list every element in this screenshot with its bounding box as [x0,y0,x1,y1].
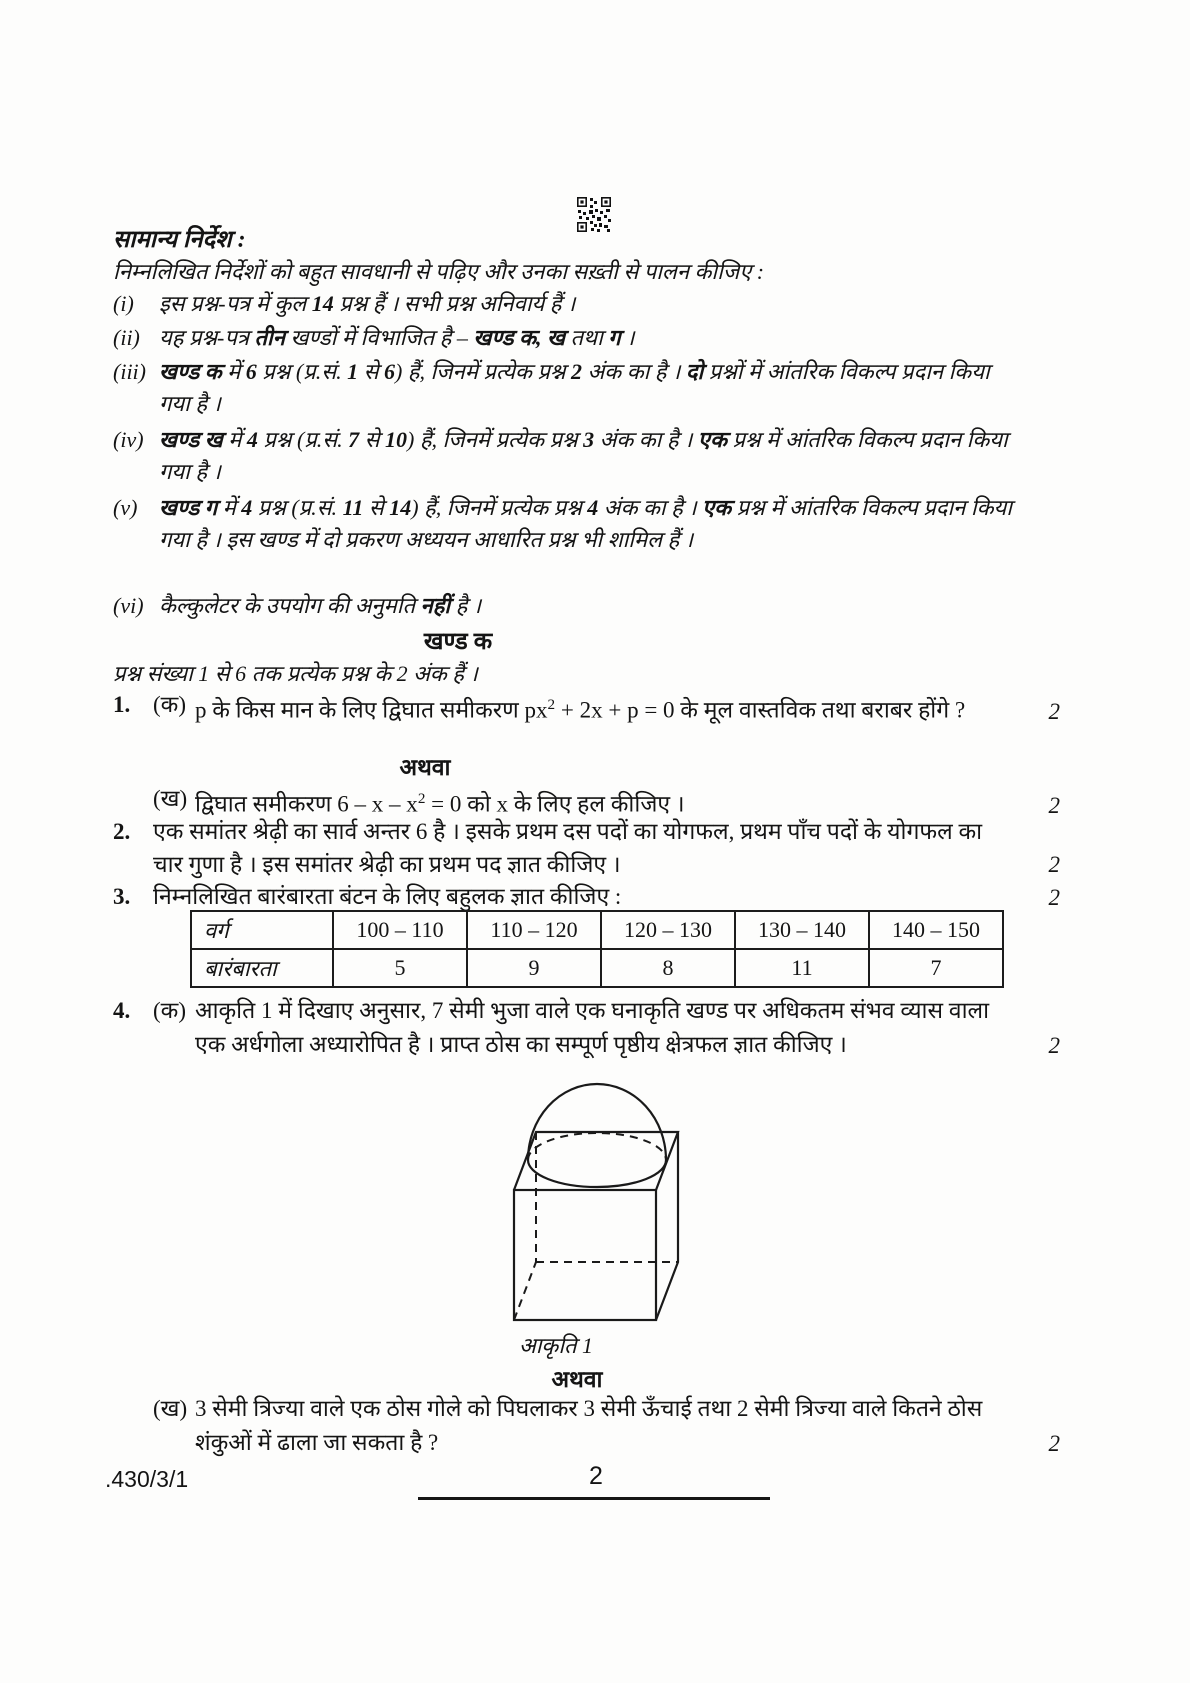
question-number-spacer [113,1392,153,1460]
table-cell-interval: 120 – 130 [601,911,735,949]
instruction-number: (i) [113,291,134,316]
table-cell-frequency-label: बारंबारता [191,949,333,987]
page-number: 2 [589,1462,603,1490]
table-cell-frequency: 5 [333,949,467,987]
question-1a [113,688,1062,728]
question-number: 1. [113,692,131,717]
section-a-note: प्रश्न संख्या 1 से 6 तक प्रत्येक प्रश्न के 2 अंक हैं । [113,661,478,686]
instruction-text: यह प्रश्न-पत्र तीन खण्डों में विभाजित है – खण्ड क, ख तथा ग । [159,325,635,350]
paper-code: .430/3/1 [105,1466,189,1492]
table-cell-frequency: 11 [735,949,869,987]
question-number: 3. [113,884,131,909]
question-number: 2. [113,819,131,844]
table-cell-interval: 100 – 110 [333,911,467,949]
marks-value: 2 [1048,792,1060,818]
question-text: आकृति 1 में दिखाए अनुसार, 7 सेमी भुजा वाले एक घनाकृति खण्ड पर अधिकतम संभव व्यास वाला एक अर्धगोला अध्यारोपित है । प्राप्त ठोस का सम्पूर्ण पृष्ठीय क्षेत्रफल ज्ञात कीजिए । [195,998,990,1057]
instruction-item-3 [113,356,1015,420]
or-label-2: अथवा [551,1367,603,1392]
instruction-item-2 [113,322,1015,354]
table-cell-frequency: 9 [467,949,601,987]
question-3 [113,880,1062,914]
marks-value: 2 [1048,698,1060,724]
question-text: निम्नलिखित बारंबारता बंटन के लिए बहुलक ज्ञात कीजिए : [153,884,622,909]
qr-code [577,197,611,233]
instruction-number: (vi) [113,593,144,618]
instruction-text: खण्ड क में 6 प्रश्न (प्र.सं. 1 से 6) हैं, जिनमें प्रत्येक प्रश्न 2 अंक का है । दो प्रश्नों में आंतरिक विकल्प प्रदान किया गया है । [159,359,990,416]
instruction-number: (ii) [113,325,140,350]
marks-value: 2 [1048,885,1060,910]
question-4a [113,994,1062,1062]
general-instructions-intro: निम्नलिखित निर्देशों को बहुत सावधानी से पढ़िए और उनका सख़्ती से पालन कीजिए : [113,259,765,284]
table-cell-frequency: 7 [869,949,1003,987]
footer-rule [418,1497,770,1500]
question-part-label: (क) [153,998,186,1023]
or-label: अथवा [399,755,451,780]
question-text: p के किस मान के लिए द्विघात समीकरण $px^2 + 2x + p = 0$ के मूल वास्तविक तथा बराबर होंगे ? [195,696,966,723]
table-row-frequencies [191,949,1003,987]
instruction-item-5 [113,492,1015,556]
instruction-text: खण्ड ख में 4 प्रश्न (प्र.सं. 7 से 10) हैं, जिनमें प्रत्येक प्रश्न 3 अंक का है । एक प्रश्न में आंतरिक विकल्प प्रदान किया गया है । [159,427,1008,484]
question-part-label: (ख) [153,786,188,811]
marks-value: 2 [1048,1033,1060,1058]
table-cell-class-label: वर्ग [191,911,333,949]
instruction-item-4 [113,424,1015,488]
figure-cube-hemisphere [470,1075,710,1327]
question-number: 4. [113,998,131,1023]
question-text: द्विघात समीकरण $6 - x - x^2 = 0$ को x के लिए हल कीजिए । [195,790,685,817]
marks-value: 2 [1048,852,1060,877]
question-part-label: (क) [153,692,186,717]
instruction-number: (iii) [113,359,146,384]
table-row-class-intervals [191,911,1003,949]
table-cell-interval: 110 – 120 [467,911,601,949]
question-2 [113,815,1062,881]
instruction-item-1 [113,288,1015,320]
instruction-number: (iv) [113,427,144,452]
question-text: 3 सेमी त्रिज्या वाले एक ठोस गोले को पिघलाकर 3 सेमी ऊँचाई तथा 2 सेमी त्रिज्या वाले कितने ठोस शंकुओं में ढाला जा सकता है ? [195,1396,983,1455]
question-4b [113,1392,1062,1460]
instruction-item-6 [113,590,1015,622]
question-text: एक समांतर श्रेढ़ी का सार्व अन्तर 6 है । इसके प्रथम दस पदों का योगफल, प्रथम पाँच पदों के योगफल का चार गुणा है । इस समांतर श्रेढ़ी का प्रथम पद ज्ञात कीजिए । [153,819,983,877]
instruction-number: (v) [113,495,138,520]
marks-value: 2 [1048,1431,1060,1456]
table-cell-frequency: 8 [601,949,735,987]
general-instructions-heading: सामान्य निर्देश : [113,227,246,253]
table-cell-interval: 130 – 140 [735,911,869,949]
frequency-table [190,910,1004,988]
figure-caption: आकृति 1 [518,1333,594,1358]
instruction-text: कैल्कुलेटर के उपयोग की अनुमति नहीं है । [159,593,482,618]
instruction-text: इस प्रश्न-पत्र में कुल 14 प्रश्न हैं । सभी प्रश्न अनिवार्य हैं । [159,291,576,316]
instruction-text: खण्ड ग में 4 प्रश्न (प्र.सं. 11 से 14) हैं, जिनमें प्रत्येक प्रश्न 4 अंक का है । एक प्रश्न में आंतरिक विकल्प प्रदान किया गया है । इस खण्ड में दो प्रकरण अध्ययन आधारित प्रश्न भी शामिल हैं । [159,495,1012,552]
table-cell-interval: 140 – 150 [869,911,1003,949]
section-a-heading: खण्ड क [423,629,493,655]
question-part-label: (ख) [153,1396,188,1421]
